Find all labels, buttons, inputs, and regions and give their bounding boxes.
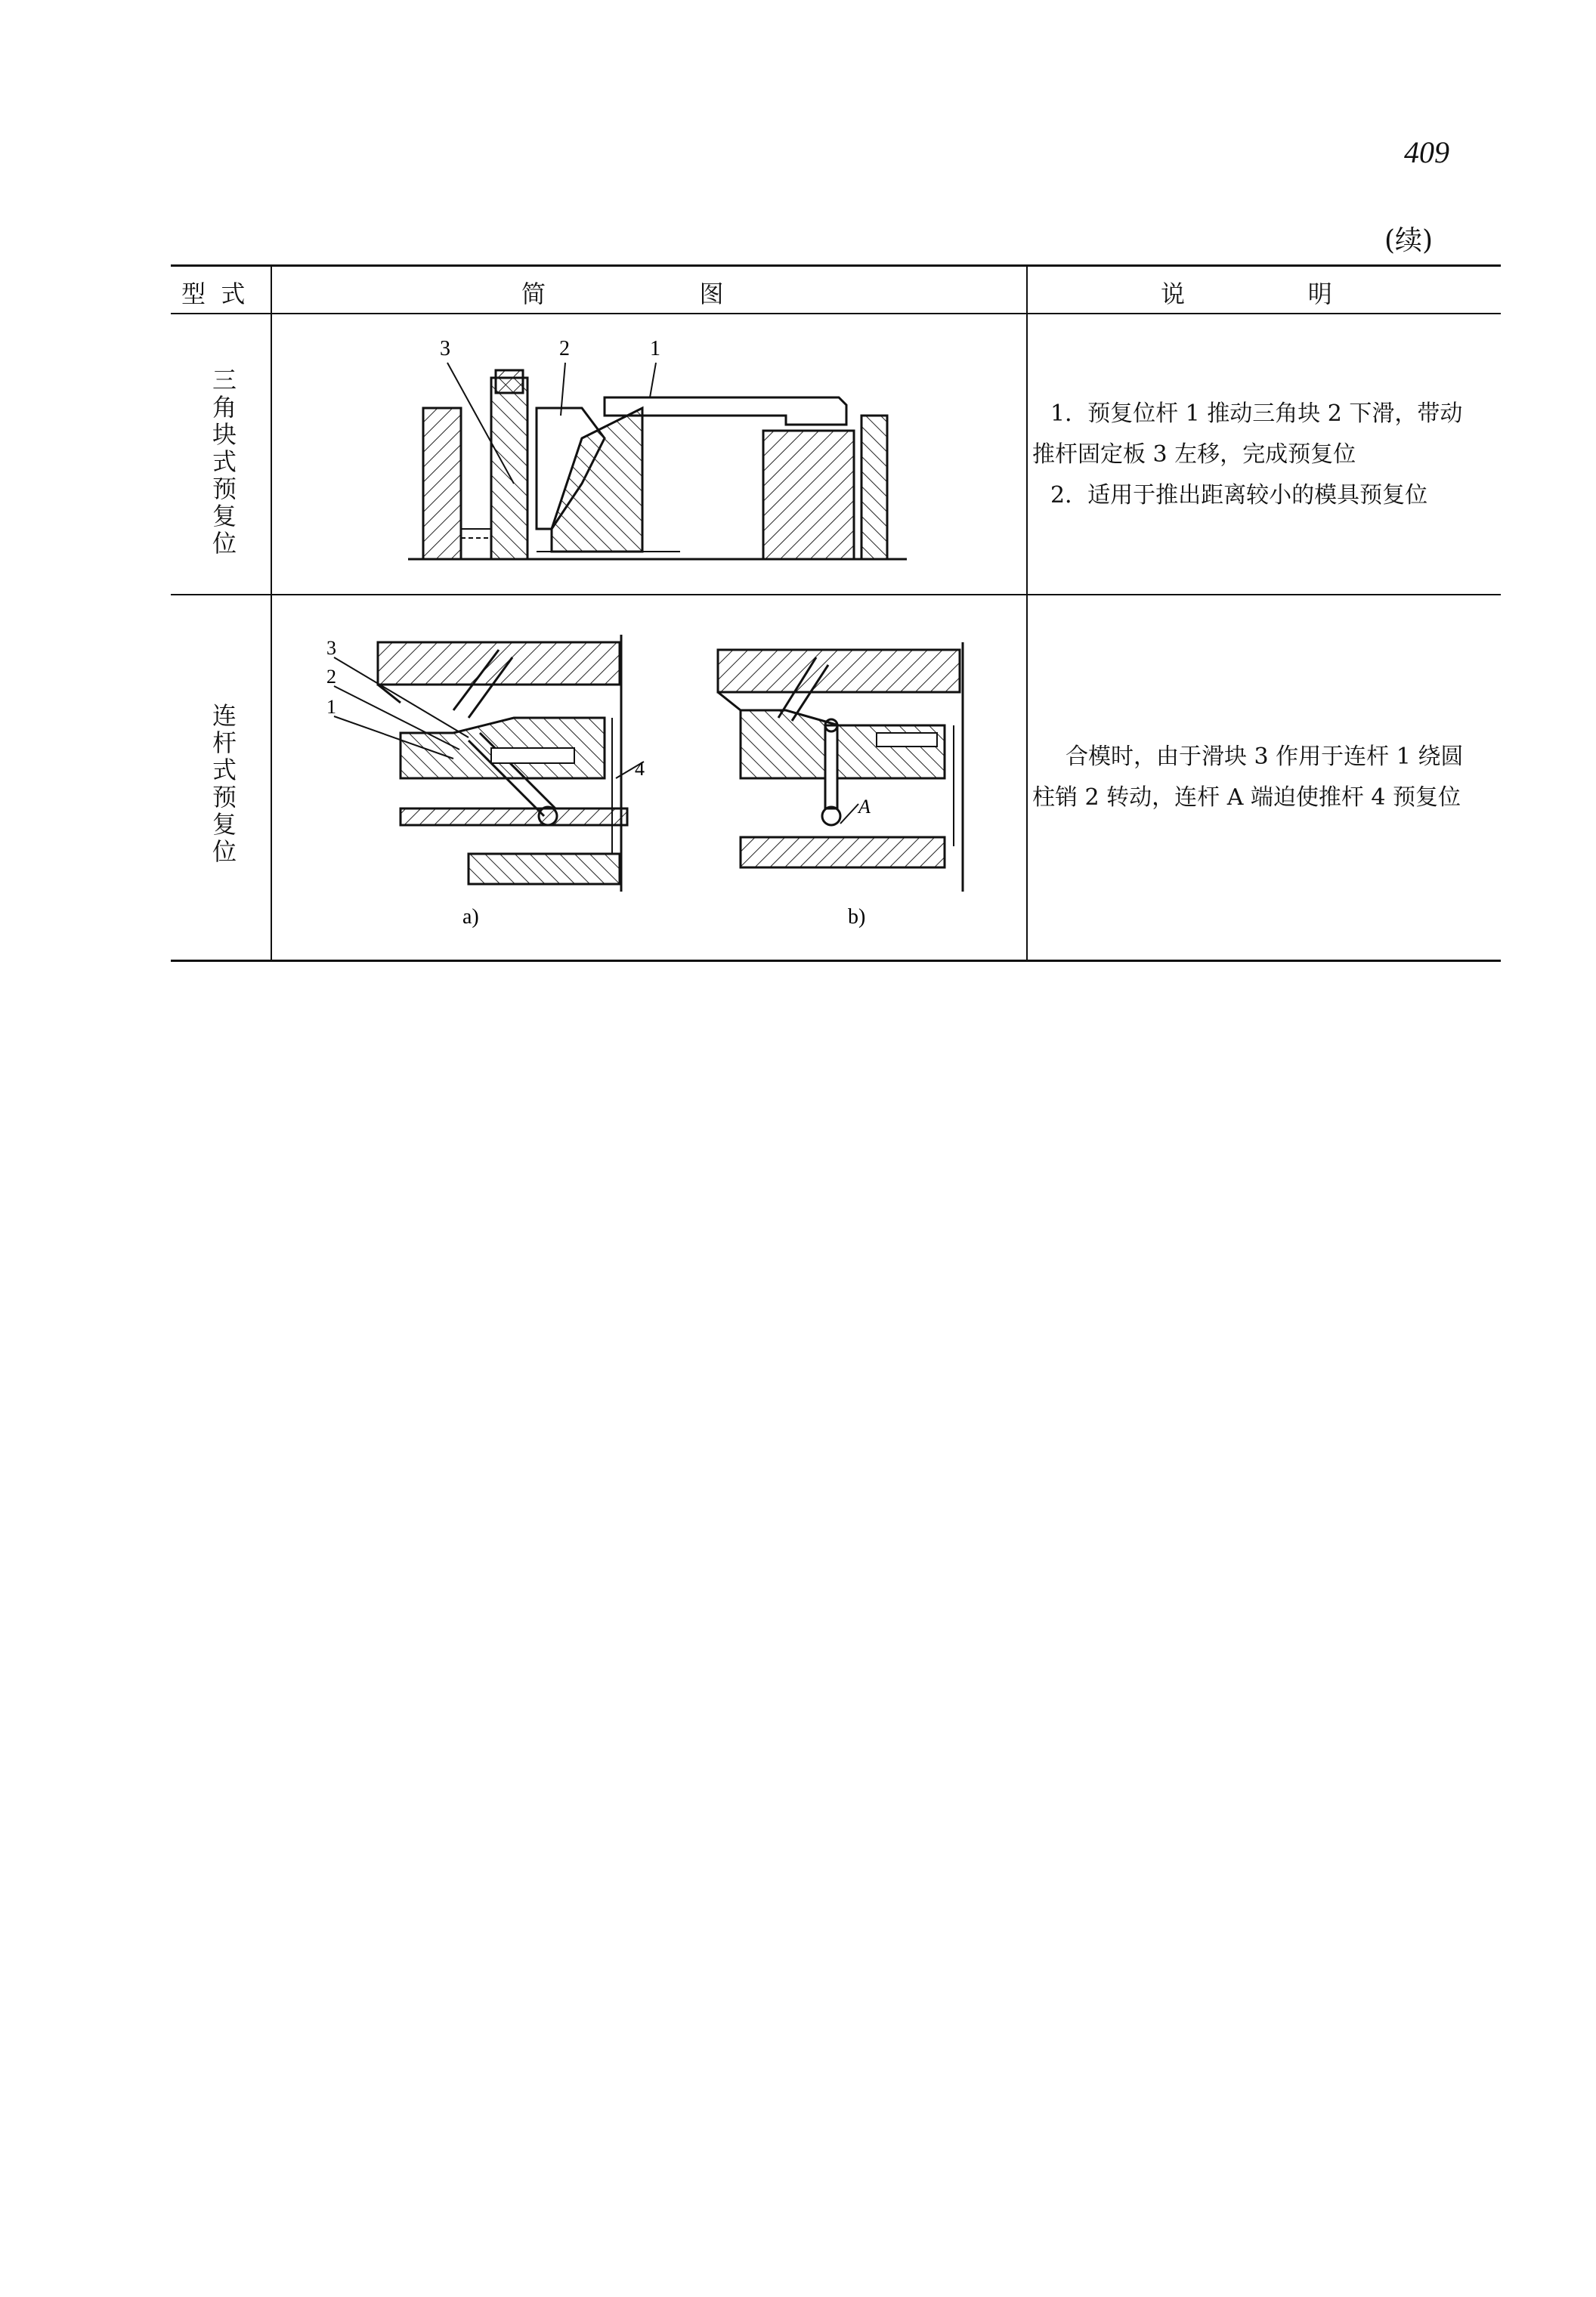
row-1-type: 三角块式预复位 xyxy=(209,367,237,558)
linkage-sketch-a xyxy=(317,627,650,937)
label-3: 3 xyxy=(440,337,450,360)
page-number: 409 xyxy=(1404,135,1449,169)
row-divider xyxy=(171,594,1501,595)
label-3: 3 xyxy=(326,637,336,659)
description-line: 柱销 2 转动，连杆 A 端迫使推杆 4 预复位 xyxy=(1032,784,1461,811)
continued-label: (续) xyxy=(1384,225,1434,256)
header-bottom-rule xyxy=(171,313,1501,314)
table-bottom-rule xyxy=(171,960,1501,962)
description-line: 1．预复位杆 1 推动三角块 2 下滑，带动 xyxy=(1050,400,1463,427)
label-1: 1 xyxy=(650,337,660,360)
description-line: 2．适用于推出距离较小的模具预复位 xyxy=(1050,482,1428,509)
caption-b: b) xyxy=(848,905,866,929)
header-type: 型 式 xyxy=(181,280,246,308)
header-description: 说 明 xyxy=(1161,280,1332,308)
triangle-block-sketch xyxy=(393,332,907,574)
header-sketch: 简 图 xyxy=(521,280,724,308)
label-2: 2 xyxy=(559,337,570,360)
label-4: 4 xyxy=(635,758,645,780)
label-1: 1 xyxy=(326,696,336,718)
linkage-sketch-b xyxy=(710,627,982,937)
description-line: 推杆固定板 3 左移，完成预复位 xyxy=(1032,441,1356,468)
caption-a: a) xyxy=(462,905,479,929)
right-block xyxy=(763,431,854,559)
column-divider-1 xyxy=(271,264,272,961)
left-plate xyxy=(423,408,461,559)
column-divider-2 xyxy=(1026,264,1028,961)
row-2-type: 连杆式预复位 xyxy=(209,703,237,866)
table-top-rule xyxy=(171,264,1501,267)
label-A: A xyxy=(858,796,871,818)
description-line: 合模时，由于滑块 3 作用于连杆 1 绕圆 xyxy=(1066,744,1464,770)
push-plate-3 xyxy=(491,378,527,559)
label-2: 2 xyxy=(326,666,336,688)
